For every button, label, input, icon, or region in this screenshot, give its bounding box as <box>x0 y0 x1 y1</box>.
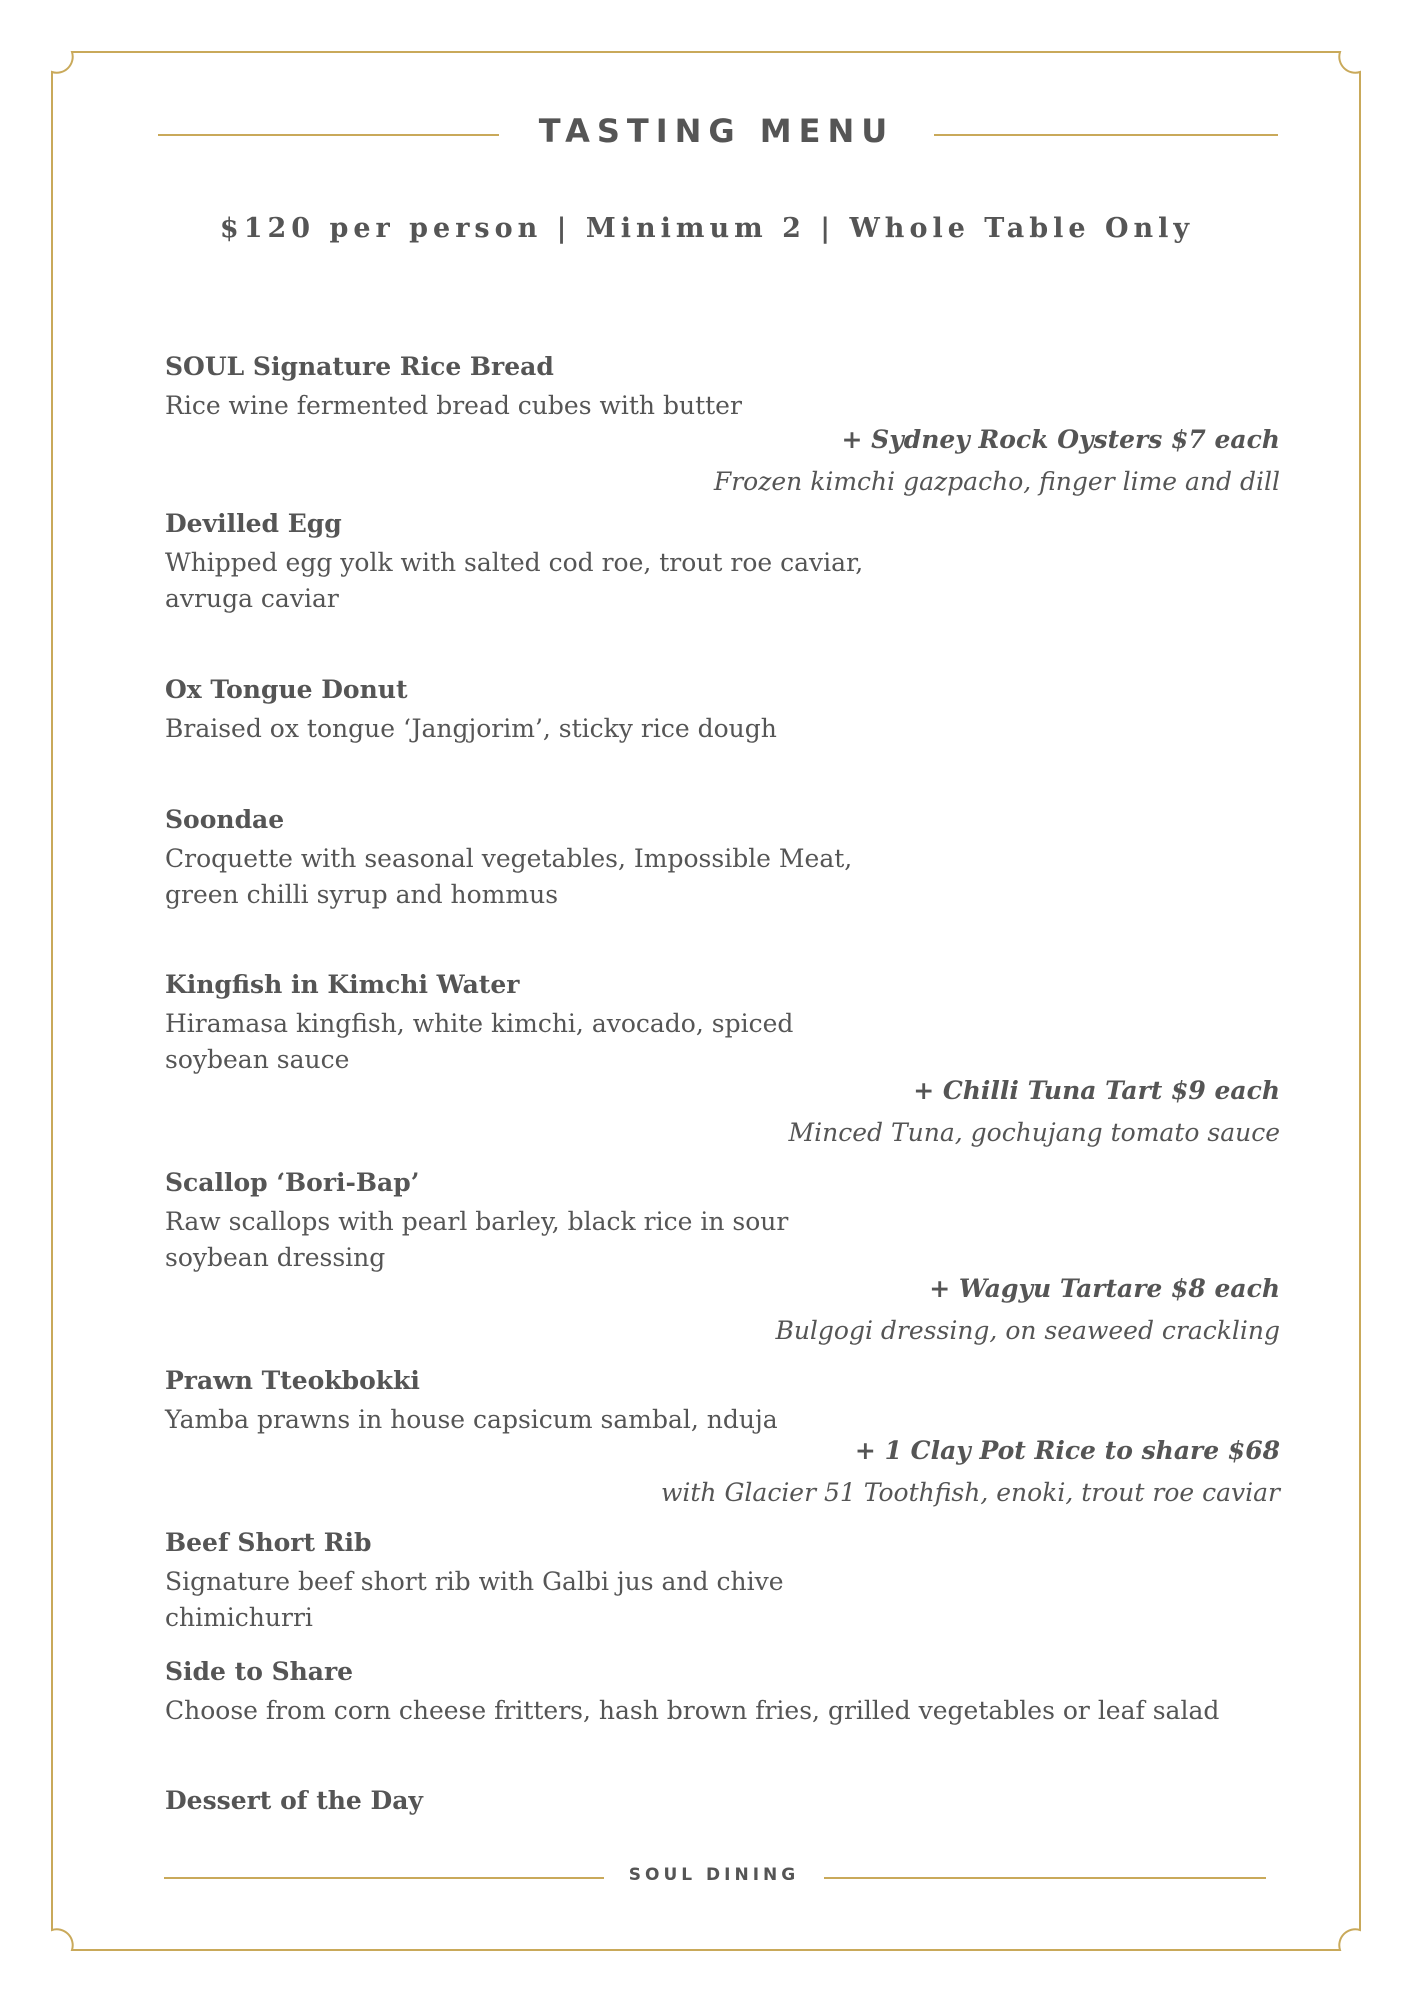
dish-description: Whipped egg yolk with salted cod roe, trout roe caviar, avruga caviar <box>165 548 864 613</box>
dish-name: Dessert of the Day <box>165 1786 423 1815</box>
dish-item <box>165 1528 885 1636</box>
addon-description: Frozen kimchi gazpacho, finger lime and dill <box>713 467 1280 496</box>
dish-name: Prawn Tteokbokki <box>165 1366 420 1395</box>
dish-name: Soondae <box>165 805 285 834</box>
dish-item <box>165 509 885 617</box>
addon-name: + Wagyu Tartare $8 each <box>929 1274 1280 1303</box>
addon-name: + Sydney Rock Oysters $7 each <box>841 425 1280 454</box>
footer <box>164 1863 1266 1893</box>
dish-description: Hiramasa kingfish, white kimchi, avocado, spiced soybean sauce <box>165 1009 794 1074</box>
dish-item <box>165 352 885 424</box>
dish-name: Beef Short Rib <box>165 1528 372 1557</box>
dish-name: Side to Share <box>165 1657 354 1686</box>
addon-name: + 1 Clay Pot Rice to share $68 <box>854 1436 1280 1465</box>
dish-item <box>165 1366 885 1438</box>
addon-name: + Chilli Tuna Tart $9 each <box>913 1076 1280 1105</box>
dish-name: SOUL Signature Rice Bread <box>165 352 554 381</box>
addon-description: Minced Tuna, gochujang tomato sauce <box>788 1118 1280 1147</box>
dish-name: Scallop ‘Bori-Bap’ <box>165 1168 420 1197</box>
page-title: TASTING MENU <box>538 112 895 150</box>
addon-item <box>580 1273 1280 1347</box>
dish-item <box>165 1168 885 1276</box>
price-line: $120 per person | Minimum 2 | Whole Table Only <box>219 213 1195 244</box>
dish-description: Signature beef short rib with Galbi jus and chive chimichurri <box>165 1567 784 1632</box>
dish-item <box>165 1786 885 1816</box>
footer-divider-left <box>164 1877 604 1879</box>
addon-description: with Glacier 51 Toothfish, enoki, trout roe caviar <box>660 1478 1280 1507</box>
dish-name: Ox Tongue Donut <box>165 675 408 704</box>
addon-item <box>580 424 1280 498</box>
restaurant-name: SOUL DINING <box>628 1865 800 1885</box>
dish-description: Braised ox tongue ‘Jangjorim’, sticky rice dough <box>165 714 777 743</box>
addon-description: Bulgogi dressing, on seaweed crackling <box>775 1316 1280 1345</box>
dish-item <box>165 675 885 747</box>
addon-item <box>580 1435 1280 1509</box>
dish-description: Croquette with seasonal vegetables, Impossible Meat, green chilli syrup and hommus <box>165 844 853 909</box>
dish-description: Yamba prawns in house capsicum sambal, nduja <box>165 1405 778 1434</box>
dish-description: Choose from corn cheese fritters, hash brown fries, grilled vegetables or leaf salad <box>165 1696 1220 1725</box>
addon-item <box>580 1075 1280 1149</box>
dish-description: Rice wine fermented bread cubes with butter <box>165 391 742 420</box>
title-divider-right <box>934 134 1278 136</box>
footer-divider-right <box>824 1877 1266 1879</box>
dish-name: Devilled Egg <box>165 509 342 538</box>
header <box>158 112 1278 160</box>
dish-item <box>165 805 885 913</box>
title-divider-left <box>158 134 499 136</box>
dish-item <box>165 1657 1265 1729</box>
dish-name: Kingfish in Kimchi Water <box>165 970 520 999</box>
dish-description: Raw scallops with pearl barley, black rice in sour soybean dressing <box>165 1207 789 1272</box>
dish-item <box>165 970 885 1078</box>
